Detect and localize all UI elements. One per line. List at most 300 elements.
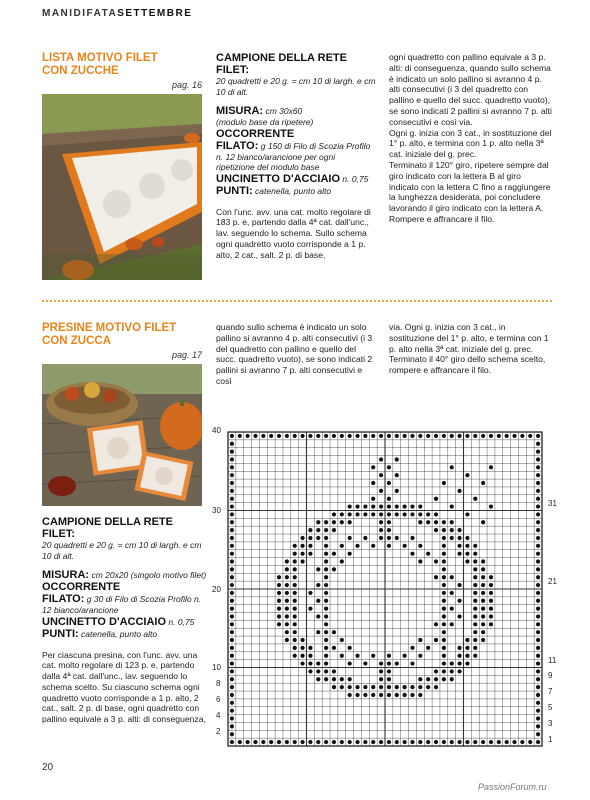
filet-dot xyxy=(473,622,477,626)
filet-dot xyxy=(324,599,328,603)
filet-dot xyxy=(450,607,454,611)
filet-dot xyxy=(293,646,297,650)
filet-dot xyxy=(473,646,477,650)
filet-dot xyxy=(379,489,383,493)
filet-dot xyxy=(332,646,336,650)
filet-dot xyxy=(473,583,477,587)
filet-dot xyxy=(536,630,540,634)
filet-dot xyxy=(387,465,391,469)
filet-dot xyxy=(324,614,328,618)
filet-dot xyxy=(403,654,407,658)
filet-dot xyxy=(426,677,430,681)
section2-hook-label: UNCINETTO D'ACCIAIO xyxy=(42,615,167,628)
filet-dot xyxy=(536,732,540,736)
filet-dot xyxy=(371,740,375,744)
filet-dot xyxy=(308,607,312,611)
filet-dot xyxy=(442,536,446,540)
filet-dot xyxy=(536,434,540,438)
filet-dot xyxy=(300,544,304,548)
filet-dot xyxy=(434,638,438,642)
filet-dot xyxy=(473,497,477,501)
filet-dot xyxy=(230,607,234,611)
filet-dot xyxy=(355,544,359,548)
filet-dot xyxy=(379,685,383,689)
filet-dot xyxy=(403,512,407,516)
section1-size-note: (modulo base da ripetere) xyxy=(216,117,314,127)
filet-dot xyxy=(348,512,352,516)
filet-dot xyxy=(434,520,438,524)
filet-dot xyxy=(387,497,391,501)
filet-dot xyxy=(465,646,469,650)
filet-dot xyxy=(324,528,328,532)
filet-dot xyxy=(418,504,422,508)
filet-dot xyxy=(481,607,485,611)
section2-title xyxy=(42,322,176,348)
filet-dot xyxy=(442,622,446,626)
filet-dot xyxy=(308,591,312,595)
filet-dot xyxy=(363,693,367,697)
filet-dot xyxy=(340,685,344,689)
section2-instructions-part1: Per ciascuna presina, con l'unc. avv. una cat. molto regolare di 123 p. e, partendo dalla 4ª cat. dall'unc., lav. seguendo lo schema scelto. Su ciascuno schema ogni quadretto vuoto corrisponde a 1 p. alto, 2 cat., salt. 2 p. di base, ogni quadretto con pallino equivale a 3 p. alti: di conseguenza, xyxy=(42,649,206,725)
filet-dot xyxy=(379,520,383,524)
filet-dot xyxy=(332,512,336,516)
filet-dot xyxy=(450,591,454,595)
filet-dot xyxy=(285,583,289,587)
section1-stitches-value: catenella, punto alto xyxy=(255,185,332,196)
filet-dot xyxy=(293,630,297,634)
section1-instructions-part2: ogni quadretto con pallino equivale a 3 p. alti: di conseguenza, quando sullo schema è indicato un solo pallino si avranno 4 p. alti consecutivi (i 3 del quadretto con pallino e quello del succ. quadretto vuoto), se sono indicati 2 pallini si avranno 7 p. alti consecutivi e così via. xyxy=(389,52,552,127)
filet-dot xyxy=(473,567,477,571)
filet-dot xyxy=(348,693,352,697)
filet-dot xyxy=(230,512,234,516)
filet-dot xyxy=(465,512,469,516)
section1-materials xyxy=(216,52,376,260)
section1-instructions-part4: Terminato il 120° giro, ripetere sempre dal giro indicato con la lettera B al giro indicato con la lettera C fino a raggiungere la lunghezza desiderata, poi concludere lavorando il giro indicato con la lettera A. Rompere e affrancare il filo. xyxy=(389,159,551,224)
section1-yarn-label: FILATO: xyxy=(216,139,259,152)
filet-dot xyxy=(285,559,289,563)
filet-dot xyxy=(363,740,367,744)
filet-dot xyxy=(481,559,485,563)
filet-dot xyxy=(426,434,430,438)
filet-dot xyxy=(418,654,422,658)
filet-dot xyxy=(457,552,461,556)
filet-dot xyxy=(379,693,383,697)
section2-title-line1: PRESINE MOTIVO FILET xyxy=(42,322,177,334)
filet-dot xyxy=(340,740,344,744)
filet-dot xyxy=(481,630,485,634)
section1-needed-heading: OCCORRENTE xyxy=(216,127,295,140)
filet-dot xyxy=(387,693,391,697)
filet-dot xyxy=(536,622,540,626)
filet-dot xyxy=(285,434,289,438)
filet-dot xyxy=(332,740,336,744)
filet-dot xyxy=(418,685,422,689)
filet-dot xyxy=(536,520,540,524)
filet-dot xyxy=(348,646,352,650)
filet-dot xyxy=(450,677,454,681)
filet-dot xyxy=(426,646,430,650)
filet-dot xyxy=(308,661,312,665)
filet-dot xyxy=(355,434,359,438)
filet-dot xyxy=(387,661,391,665)
filet-dot xyxy=(300,638,304,642)
filet-dot xyxy=(536,599,540,603)
filet-dot xyxy=(277,740,281,744)
filet-dot xyxy=(536,497,540,501)
filet-dot xyxy=(410,504,414,508)
filet-dot xyxy=(371,434,375,438)
filet-dot xyxy=(481,740,485,744)
filet-dot xyxy=(230,614,234,618)
filet-dot xyxy=(324,654,328,658)
filet-dot xyxy=(324,575,328,579)
filet-dot xyxy=(324,544,328,548)
filet-dot xyxy=(285,638,289,642)
filet-dot xyxy=(308,544,312,548)
section2-instructions-part4: Terminato il 40° giro dello schema scelto, rompere e affrancare il filo. xyxy=(389,354,546,376)
filet-dot xyxy=(489,740,493,744)
filet-dot xyxy=(293,607,297,611)
filet-dot xyxy=(450,528,454,532)
filet-dot xyxy=(536,465,540,469)
filet-dot xyxy=(528,740,532,744)
filet-dot xyxy=(230,457,234,461)
filet-dot xyxy=(403,544,407,548)
masthead xyxy=(42,8,192,19)
filet-dot xyxy=(340,654,344,658)
section2-instructions-col3 xyxy=(389,322,552,376)
filet-dot xyxy=(293,622,297,626)
filet-dot xyxy=(340,434,344,438)
filet-dot xyxy=(536,614,540,618)
filet-dot xyxy=(387,512,391,516)
filet-dot xyxy=(473,552,477,556)
watermark: PassionForum.ru xyxy=(478,782,547,792)
filet-dot xyxy=(489,614,493,618)
filet-dot xyxy=(481,583,485,587)
filet-dot xyxy=(363,512,367,516)
filet-dot xyxy=(403,504,407,508)
filet-dot xyxy=(442,630,446,634)
filet-dot xyxy=(285,630,289,634)
filet-dot xyxy=(450,661,454,665)
filet-dot xyxy=(285,599,289,603)
filet-dot xyxy=(426,685,430,689)
section1-sample-heading: CAMPIONE DELLA RETE FILET: xyxy=(216,52,347,76)
filet-dot xyxy=(355,685,359,689)
filet-dot xyxy=(442,607,446,611)
filet-dot xyxy=(395,685,399,689)
filet-dot xyxy=(230,630,234,634)
potholder-photo-illustration xyxy=(42,364,202,506)
filet-dot xyxy=(324,536,328,540)
filet-dot xyxy=(473,544,477,548)
filet-dot xyxy=(293,559,297,563)
filet-dot xyxy=(442,740,446,744)
filet-dot xyxy=(293,654,297,658)
filet-dot xyxy=(340,544,344,548)
filet-dot xyxy=(300,434,304,438)
filet-dot xyxy=(316,661,320,665)
filet-dot xyxy=(230,661,234,665)
filet-dot xyxy=(395,536,399,540)
filet-dot xyxy=(230,716,234,720)
filet-dot xyxy=(395,434,399,438)
filet-dot xyxy=(536,685,540,689)
filet-dot xyxy=(473,607,477,611)
filet-dot xyxy=(442,575,446,579)
filet-dot xyxy=(324,661,328,665)
filet-dot xyxy=(434,559,438,563)
filet-dot xyxy=(536,567,540,571)
filet-dot xyxy=(395,693,399,697)
filet-dot xyxy=(230,481,234,485)
section1-title xyxy=(42,52,158,78)
filet-dot xyxy=(465,654,469,658)
filet-dot xyxy=(536,716,540,720)
filet-dot xyxy=(434,677,438,681)
filet-dot xyxy=(481,638,485,642)
filet-dot xyxy=(324,552,328,556)
filet-dot xyxy=(410,434,414,438)
filet-dot xyxy=(536,709,540,713)
filet-dot xyxy=(285,575,289,579)
filet-dot xyxy=(457,536,461,540)
filet-dot xyxy=(512,740,516,744)
filet-dot xyxy=(230,669,234,673)
filet-dot xyxy=(410,536,414,540)
filet-dot xyxy=(308,434,312,438)
filet-dot xyxy=(230,638,234,642)
section1-sample-text: 20 quadretti e 20 g. = cm 10 di largh. e cm 10 di alt. xyxy=(216,76,376,97)
filet-dot xyxy=(324,434,328,438)
filet-dot xyxy=(355,504,359,508)
filet-dot xyxy=(465,544,469,548)
filet-dot xyxy=(536,583,540,587)
filet-dot xyxy=(308,528,312,532)
filet-dot xyxy=(277,575,281,579)
filet-dot xyxy=(465,661,469,665)
filet-dot xyxy=(253,740,257,744)
runner-photo-illustration xyxy=(42,94,202,280)
filet-dot xyxy=(489,622,493,626)
filet-dot xyxy=(465,552,469,556)
filet-dot xyxy=(293,583,297,587)
row-label-31: 31 xyxy=(548,499,557,508)
filet-dot xyxy=(230,520,234,524)
filet-dot xyxy=(481,481,485,485)
filet-dot xyxy=(434,497,438,501)
row-label-40: 40 xyxy=(212,426,221,435)
filet-dot xyxy=(512,434,516,438)
filet-dot xyxy=(355,693,359,697)
section1-page-ref: pag. 16 xyxy=(171,80,202,90)
filet-dot xyxy=(371,654,375,658)
filet-dot xyxy=(293,614,297,618)
filet-dot xyxy=(371,685,375,689)
filet-dot xyxy=(426,512,430,516)
filet-dot xyxy=(230,442,234,446)
filet-dot xyxy=(442,646,446,650)
filet-dot xyxy=(442,567,446,571)
filet-dot xyxy=(285,591,289,595)
filet-dot xyxy=(528,434,532,438)
filet-dot xyxy=(410,693,414,697)
filet-dot xyxy=(324,638,328,642)
filet-dot xyxy=(457,646,461,650)
filet-dot xyxy=(395,504,399,508)
filet-dot xyxy=(442,544,446,548)
filet-dot xyxy=(481,614,485,618)
filet-dot xyxy=(536,724,540,728)
filet-dot xyxy=(277,607,281,611)
section2-instructions-part3: via. Ogni g. inizia con 3 cat., in sostituzione del 1° p. alto, e termina con 1 p. alto nella 3ª cat. iniziale del g. prec. xyxy=(389,322,549,354)
filet-dot xyxy=(371,693,375,697)
filet-dot xyxy=(434,575,438,579)
filet-dot xyxy=(489,575,493,579)
filet-dot xyxy=(246,434,250,438)
filet-dot xyxy=(308,654,312,658)
filet-dot xyxy=(442,614,446,618)
filet-dot xyxy=(230,473,234,477)
filet-dot xyxy=(489,434,493,438)
filet-dot xyxy=(387,544,391,548)
filet-dot xyxy=(316,583,320,587)
filet-dot xyxy=(387,528,391,532)
row-label-11: 11 xyxy=(548,656,557,665)
row-label-9: 9 xyxy=(548,671,553,680)
filet-dot xyxy=(536,740,540,744)
section2-stitches-value: catenella, punto alto xyxy=(81,628,158,639)
filet-dot xyxy=(395,457,399,461)
filet-dot xyxy=(277,434,281,438)
filet-dot xyxy=(348,434,352,438)
row-label-21: 21 xyxy=(548,577,557,586)
filet-dot xyxy=(481,567,485,571)
filet-dot xyxy=(489,583,493,587)
filet-dot xyxy=(442,661,446,665)
filet-dot xyxy=(324,583,328,587)
filet-dot xyxy=(434,528,438,532)
section2-yarn-value: g 30 di Filo di Scozia Profilo n. 12 bianco/arancione xyxy=(42,594,202,615)
filet-dot xyxy=(465,638,469,642)
filet-dot xyxy=(473,591,477,595)
filet-dot xyxy=(230,724,234,728)
filet-dot xyxy=(418,520,422,524)
filet-dot xyxy=(324,669,328,673)
filet-dot xyxy=(457,599,461,603)
filet-dot xyxy=(277,591,281,595)
masthead-issue: SETTEMBRE xyxy=(117,8,193,19)
filet-dot xyxy=(457,583,461,587)
filet-dot xyxy=(379,669,383,673)
filet-dot xyxy=(536,661,540,665)
filet-dot xyxy=(387,685,391,689)
filet-dot xyxy=(536,575,540,579)
filet-dot xyxy=(363,661,367,665)
section2-hook-value: n. 0,75 xyxy=(168,616,195,627)
filet-dot xyxy=(465,434,469,438)
filet-dot xyxy=(293,567,297,571)
filet-dot xyxy=(481,575,485,579)
section2-page-ref: pag. 17 xyxy=(171,350,202,360)
filet-dot xyxy=(238,434,242,438)
filet-dot xyxy=(387,654,391,658)
filet-dot xyxy=(332,630,336,634)
filet-dot xyxy=(465,536,469,540)
filet-dot xyxy=(379,528,383,532)
filet-dot xyxy=(316,567,320,571)
filet-dot xyxy=(473,434,477,438)
filet-dot xyxy=(465,740,469,744)
filet-dot xyxy=(348,536,352,540)
filet-dot xyxy=(355,740,359,744)
filet-dot xyxy=(536,677,540,681)
filet-dot xyxy=(434,622,438,626)
filet-dot xyxy=(450,740,454,744)
filet-dot xyxy=(426,552,430,556)
filet-dot xyxy=(489,504,493,508)
filet-dot xyxy=(230,528,234,532)
filet-dot xyxy=(536,481,540,485)
filet-dot xyxy=(348,552,352,556)
filet-dot xyxy=(230,646,234,650)
filet-dot xyxy=(457,489,461,493)
filet-dot xyxy=(403,740,407,744)
runner-photo xyxy=(42,94,202,280)
filet-dot xyxy=(230,465,234,469)
filet-dot xyxy=(410,512,414,516)
filet-dot xyxy=(348,661,352,665)
filet-dot xyxy=(442,583,446,587)
filet-dot xyxy=(481,520,485,524)
filet-dot xyxy=(536,646,540,650)
filet-dot xyxy=(434,685,438,689)
row-label-4: 4 xyxy=(216,711,221,720)
filet-dot xyxy=(536,450,540,454)
filet-dot xyxy=(536,457,540,461)
filet-dot xyxy=(371,481,375,485)
filet-dot xyxy=(293,740,297,744)
filet-dot xyxy=(395,473,399,477)
row-label-1: 1 xyxy=(548,735,553,744)
filet-dot xyxy=(340,520,344,524)
filet-dot xyxy=(379,661,383,665)
filet-dot xyxy=(230,575,234,579)
filet-dot xyxy=(324,677,328,681)
filet-dot xyxy=(285,607,289,611)
filet-dot xyxy=(230,701,234,705)
filet-dot xyxy=(230,677,234,681)
filet-dot xyxy=(536,693,540,697)
row-label-20: 20 xyxy=(212,585,221,594)
row-label-7: 7 xyxy=(548,687,553,696)
filet-dot xyxy=(434,434,438,438)
filet-dot xyxy=(379,536,383,540)
filet-dot xyxy=(457,654,461,658)
filet-dot xyxy=(324,607,328,611)
filet-dot xyxy=(410,646,414,650)
filet-dot xyxy=(300,661,304,665)
filet-dot xyxy=(355,512,359,516)
filet-dot xyxy=(403,693,407,697)
filet-dot xyxy=(426,740,430,744)
filet-dot xyxy=(324,567,328,571)
filet-dot xyxy=(403,434,407,438)
filet-dot xyxy=(473,599,477,603)
filet-dot xyxy=(536,701,540,705)
filet-dot xyxy=(457,669,461,673)
